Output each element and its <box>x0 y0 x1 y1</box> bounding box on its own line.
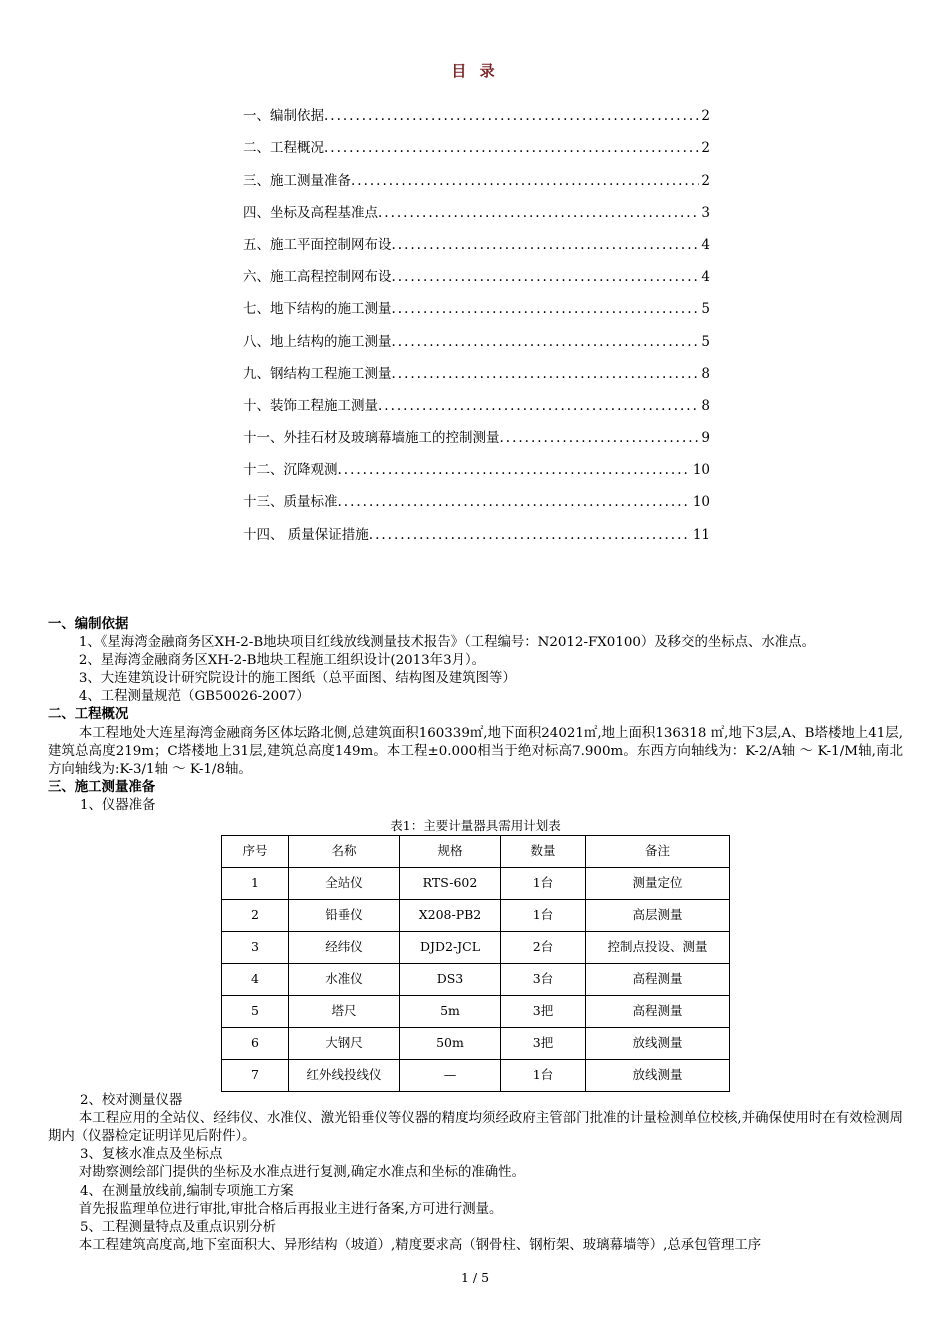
table-row: 4 水准仪 DS3 3台 高程测量 <box>222 964 730 996</box>
col-header: 名称 <box>289 836 400 868</box>
col-header: 备注 <box>586 836 730 868</box>
subheading: 5、工程测量特点及重点识别分析 <box>80 1219 276 1235</box>
subheading: 1、仪器准备 <box>80 797 156 813</box>
table-header-row <box>222 836 730 868</box>
section-heading: 一、编制依据 <box>48 617 129 632</box>
table-of-contents <box>243 92 710 543</box>
page-number: 1 / 5 <box>460 1270 490 1285</box>
paragraph: 3、大连建筑设计研究院设计的施工图纸（总平面图、结构图及建筑图等） <box>78 671 516 687</box>
toc-item[interactable]: 四、坐标及高程基准点 ..... 3 <box>243 189 710 221</box>
toc-item[interactable]: 十三、质量标准 ..... 10 <box>243 478 710 510</box>
toc-item[interactable]: 五、施工平面控制网布设 ..... 4 <box>243 221 710 253</box>
table-row: 2 铅垂仪 X208-PB2 1台 高层测量 <box>222 900 730 932</box>
document-body <box>48 616 903 1255</box>
toc-item[interactable]: 六、施工高程控制网布设 ..... 4 <box>243 253 710 285</box>
table-row: 5 塔尺 5m 3把 高程测量 <box>222 996 730 1028</box>
col-header: 规格 <box>400 836 501 868</box>
toc-item[interactable]: 九、钢结构工程施工测量 ..... 8 <box>243 350 710 382</box>
toc-item[interactable]: 八、地上结构的施工测量 ..... 5 <box>243 317 710 349</box>
paragraph: 对勘察测绘部门提供的坐标及水准点进行复测,确定水准点和坐标的准确性。 <box>78 1165 525 1181</box>
table-row: 6 大钢尺 50m 3把 放线测量 <box>222 1028 730 1060</box>
toc-item[interactable]: 一、编制依据 ..... 2 <box>243 92 710 124</box>
toc-item[interactable]: 二、工程概况 ..... 2 <box>243 124 710 156</box>
section-heading: 二、工程概况 <box>48 707 129 723</box>
toc-item[interactable]: 十二、沉降观测 ..... 10 <box>243 446 710 478</box>
toc-title: 目 录 <box>451 62 499 80</box>
paragraph: 本工程地处大连星海湾金融商务区体坛路北侧,总建筑面积160339㎡,地下面积24021㎡,地上面积136318 ㎡,地下3层,A、B塔楼地上41层,建筑总高度219m；C塔楼地上31层,建筑总高度149m。本工程±0.000相当于绝对标高7.900m。东西方向轴线为：K-2/A轴 ～ K-1/M轴,南北方向轴线为:K-3/1轴 ～ K-1/8轴。 <box>48 725 903 777</box>
instrument-table <box>221 835 730 1092</box>
toc-item[interactable]: 七、地下结构的施工测量 ..... 5 <box>243 285 710 317</box>
paragraph: 本工程建筑高度高,地下室面积大、异形结构（坡道）,精度要求高（钢骨柱、钢桁架、玻璃幕墙等）,总承包管理工序 <box>78 1237 762 1253</box>
table-row: 7 红外线投线仪 — 1台 放线测量 <box>222 1060 730 1092</box>
paragraph: 4、工程测量规范（GB50026-2007） <box>78 689 310 705</box>
toc-item[interactable]: 十四、 质量保证措施 ..... 11 <box>243 510 710 542</box>
toc-item[interactable]: 十一、外挂石材及玻璃幕墙施工的控制测量 ..... 9 <box>243 414 710 446</box>
toc-item[interactable]: 十、装饰工程施工测量 ..... 8 <box>243 382 710 414</box>
subheading: 2、校对测量仪器 <box>80 1093 183 1109</box>
paragraph: 首先报监理单位进行审批,审批合格后再报业主进行备案,方可进行测量。 <box>78 1201 503 1217</box>
col-header: 数量 <box>501 836 586 868</box>
paragraph: 2、星海湾金融商务区XH-2-B地块工程施工组织设计(2013年3月）。 <box>78 653 486 669</box>
subheading: 4、在测量放线前,编制专项施工方案 <box>80 1183 294 1199</box>
table-row: 1 全站仪 RTS-602 1台 测量定位 <box>222 868 730 900</box>
col-header: 序号 <box>222 836 289 868</box>
toc-item[interactable]: 三、施工测量准备 ..... 2 <box>243 156 710 188</box>
table-row: 3 经纬仪 DJD2-JCL 2台 控制点投设、测量 <box>222 932 730 964</box>
subheading: 3、复核水准点及坐标点 <box>80 1147 223 1163</box>
paragraph: 1、《星海湾金融商务区XH-2-B地块项目红线放线测量技术报告》（工程编号：N2012-FX0100）及移交的坐标点、水准点。 <box>78 635 815 651</box>
section-heading: 三、施工测量准备 <box>48 779 156 795</box>
paragraph: 本工程应用的全站仪、经纬仪、水准仪、激光铅垂仪等仪器的精度均须经政府主管部门批准的计量检测单位校核,并确保使用时在有效检测周期内（仪器检定证明详见后附件）。 <box>48 1111 903 1145</box>
table-caption: 表1：主要计量器具需用计划表 <box>390 818 561 834</box>
